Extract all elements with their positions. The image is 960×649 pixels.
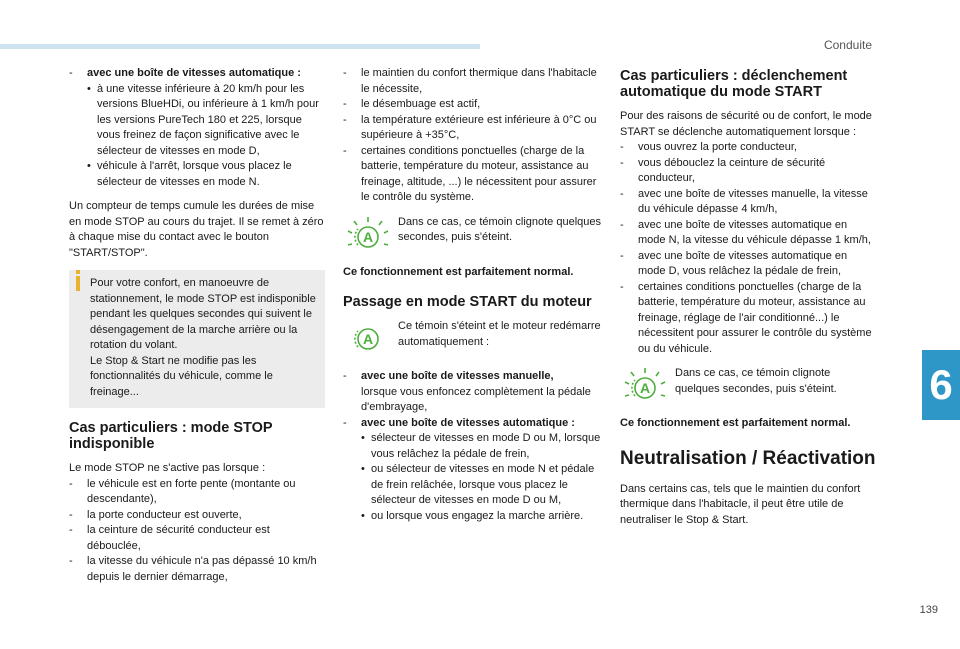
intro-text: Le mode STOP ne s'active pas lorsque : xyxy=(69,462,266,474)
list-item: - la vitesse du véhicule n'a pas dépassé 10 km/h depuis le dernier démarrage, xyxy=(69,554,325,585)
start-triggers-list xyxy=(620,140,876,357)
list-item: - avec une boîte de vitesses manuelle, la vitesse du véhicule dépasse 4 km/h, xyxy=(620,187,876,218)
list-item: - la température extérieure est inférieure à 0°C ou supérieure à +35°C, xyxy=(343,113,601,144)
list-item: • ou lorsque vous engagez la marche arrière. xyxy=(343,509,601,525)
section-heading: Cas particuliers : déclenchement automatique du mode START xyxy=(620,68,848,100)
stop-start-blinking-icon xyxy=(343,215,393,255)
stop-unavailable-list xyxy=(69,477,325,586)
list-item: - la ceinture de sécurité conducteur est débouclée, xyxy=(69,523,325,554)
chapter-tab: 6 xyxy=(922,350,960,420)
auto-gearbox-list xyxy=(69,66,325,190)
conditions-list xyxy=(343,66,601,206)
list-item: - avec une boîte de vitesses automatique en mode D, vous relâchez la pédale de frein, xyxy=(620,249,876,280)
paragraph-counter: Un compteur de temps cumule les durées de mise en mode STOP au cours du trajet. Il se remet à zéro à chaque mise du contact avec le bouton "START/STOP". xyxy=(69,200,324,259)
stop-start-blinking-icon xyxy=(620,366,670,406)
lamp-text: Ce témoin s'éteint et le moteur redémarre automatiquement : xyxy=(398,320,601,348)
list-item: - le véhicule est en forte pente (montante ou descendante), xyxy=(69,477,325,508)
list-item: - avec une boîte de vitesses automatique : xyxy=(343,416,601,432)
intro-text: Pour des raisons de sécurité ou de confort, le mode START se déclenche automatiquement lorsque : xyxy=(620,110,872,138)
svg-text:A: A xyxy=(362,228,374,245)
lamp-text: Dans ce cas, ce témoin clignote quelques secondes, puis s'éteint. xyxy=(675,367,837,395)
info-text: Pour votre confort, en manoeuvre de stationnement, le mode STOP est indisponible pendant les quelques secondes qui suivent le désengagement de la marche arrière ou la rotation du volant. Le Stop & Start ne modifie pas les fonctionnalités du véhicule, comme le freinage... xyxy=(90,277,316,398)
lamp-note xyxy=(343,319,601,359)
list-item: • véhicule à l'arrêt, lorsque vous placez le sélecteur de vitesses en mode N. xyxy=(69,159,325,190)
stop-start-off-icon xyxy=(343,319,393,359)
lamp-text: Dans ce cas, ce témoin clignote quelques secondes, puis s'éteint. xyxy=(398,215,602,243)
list-item: - avec une boîte de vitesses manuelle, lorsque vous enfoncez complètement la pédale d'embrayage, xyxy=(343,369,601,416)
lamp-note xyxy=(620,366,876,406)
list-item: - vous ouvrez la porte conducteur, xyxy=(620,140,876,156)
start-list xyxy=(343,369,601,524)
chapter-name: Conduite xyxy=(823,38,872,52)
list-item: - le maintien du confort thermique dans l'habitacle le nécessite, xyxy=(343,66,601,97)
header-bar xyxy=(0,44,480,49)
list-item: - la porte conducteur est ouverte, xyxy=(69,508,325,524)
normal-note: Ce fonctionnement est parfaitement normal. xyxy=(620,417,851,429)
list-item: - avec une boîte de vitesses automatique : xyxy=(69,66,325,82)
list-item: - certaines conditions ponctuelles (charge de la batterie, température du moteur, assistance au freinage, réglage de l'air conditionné...) le nécessitent pour assurer le contrôle du système ou du véhicule. xyxy=(620,280,876,358)
list-item: - vous débouclez la ceinture de sécurité conducteur, xyxy=(620,156,876,187)
section-heading: Passage en mode START du moteur xyxy=(343,294,592,310)
column-2 xyxy=(343,66,601,533)
lamp-note xyxy=(343,215,601,255)
list-item: - certaines conditions ponctuelles (charge de la batterie, température du moteur, assistance au freinage, altitude, ...) le nécessitent pour assurer le contrôle du système. xyxy=(343,144,601,206)
section-heading-main: Neutralisation / Réactivation xyxy=(620,447,876,469)
svg-text:A: A xyxy=(362,331,374,347)
svg-text:A: A xyxy=(639,380,651,396)
column-3 xyxy=(620,66,876,537)
section-heading: Cas particuliers : mode STOP indisponible xyxy=(69,420,273,452)
list-item: - le désembuage est actif, xyxy=(343,97,601,113)
list-item: - avec une boîte de vitesses automatique en mode N, la vitesse du véhicule dépasse 1 km/h, xyxy=(620,218,876,249)
page-number: 139 xyxy=(919,604,938,616)
list-item: • sélecteur de vitesses en mode D ou M, lorsque vous relâchez la pédale de frein, xyxy=(343,431,601,462)
info-box xyxy=(69,270,325,408)
column-1 xyxy=(69,66,325,594)
info-icon xyxy=(76,276,80,291)
list-item: • ou sélecteur de vitesses en mode N et pédale de frein relâchée, lorsque vous placez le sélecteur de vitesses en mode D ou M, xyxy=(343,462,601,509)
paragraph-neutralisation: Dans certains cas, tels que le maintien du confort thermique dans l'habitacle, il peut être utile de neutraliser le Stop & Start. xyxy=(620,482,861,526)
list-item: • à une vitesse inférieure à 20 km/h pour les versions BlueHDi, ou inférieure à 1 km/h pour les versions PureTech 180 et 225, lorsque vous freinez de façon significative avec le sélecteur de vitesses en mode D, xyxy=(69,82,325,160)
normal-note: Ce fonctionnement est parfaitement normal. xyxy=(343,265,574,278)
